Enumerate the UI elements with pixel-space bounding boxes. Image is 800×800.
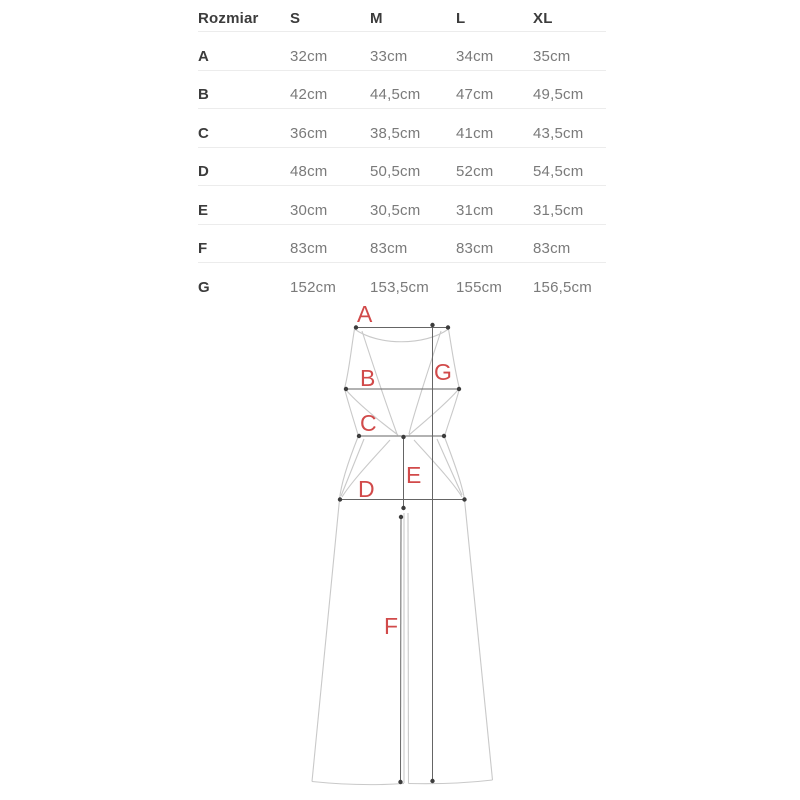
- size-value: 32cm: [290, 47, 328, 65]
- size-value: 52cm: [456, 163, 494, 180]
- size-value: 152cm: [290, 278, 337, 296]
- table-row-e: [198, 186, 606, 225]
- dress-sketch-svg: [280, 296, 520, 796]
- column-header-l: L: [456, 10, 466, 27]
- size-value: 155cm: [456, 278, 503, 296]
- size-table-header-row: [198, 6, 606, 32]
- dress-measurement-diagram: [280, 296, 520, 796]
- size-value: 30cm: [290, 201, 328, 219]
- column-header-s: S: [290, 10, 301, 27]
- size-value: 36cm: [290, 124, 328, 142]
- size-value: 49,5cm: [533, 86, 584, 103]
- row-label: C: [198, 124, 210, 142]
- measure-label-d: D: [358, 476, 375, 502]
- measurement-lines: [340, 325, 465, 782]
- table-row-c: [198, 109, 606, 148]
- size-value: 35cm: [533, 47, 571, 65]
- row-label: B: [198, 86, 210, 103]
- table-row-b: [198, 71, 606, 110]
- size-value: 83cm: [290, 240, 328, 257]
- column-header-xl: XL: [533, 10, 553, 27]
- size-table: [198, 6, 606, 301]
- measure-label-b: B: [360, 365, 376, 391]
- size-value: 156,5cm: [533, 278, 592, 296]
- column-header-m: M: [370, 10, 383, 27]
- measure-label-c: C: [360, 410, 377, 436]
- size-value: 30,5cm: [370, 201, 421, 219]
- table-row-f: [198, 225, 606, 264]
- size-value: 83cm: [533, 240, 571, 257]
- size-value: 43,5cm: [533, 124, 584, 142]
- size-value: 153,5cm: [370, 278, 429, 296]
- dress-outline: [312, 329, 493, 785]
- table-row-a: [198, 32, 606, 71]
- column-header-rozmiar: Rozmiar: [198, 10, 259, 27]
- measure-label-f: F: [384, 613, 399, 639]
- size-value: 34cm: [456, 47, 494, 65]
- table-row-g: [198, 263, 606, 301]
- size-value: 42cm: [290, 86, 328, 103]
- table-row-d: [198, 148, 606, 187]
- size-value: 31cm: [456, 201, 494, 219]
- row-label: A: [198, 47, 210, 65]
- row-label: E: [198, 201, 209, 219]
- row-label: G: [198, 278, 210, 296]
- size-value: 54,5cm: [533, 163, 584, 180]
- size-value: 41cm: [456, 124, 494, 142]
- size-value: 83cm: [456, 240, 494, 257]
- measurement-dots: [338, 323, 467, 784]
- size-value: 31,5cm: [533, 201, 584, 219]
- size-value: 33cm: [370, 47, 408, 65]
- measure-label-a: A: [357, 301, 373, 327]
- row-label: D: [198, 163, 210, 180]
- measure-label-e: E: [406, 462, 422, 488]
- size-value: 48cm: [290, 163, 328, 180]
- measure-label-g: G: [434, 359, 452, 385]
- size-value: 38,5cm: [370, 124, 421, 142]
- size-value: 83cm: [370, 240, 408, 257]
- measure-line-f: [401, 517, 402, 782]
- size-value: 50,5cm: [370, 163, 421, 180]
- size-value: 44,5cm: [370, 86, 421, 103]
- row-label: F: [198, 240, 208, 257]
- size-value: 47cm: [456, 86, 494, 103]
